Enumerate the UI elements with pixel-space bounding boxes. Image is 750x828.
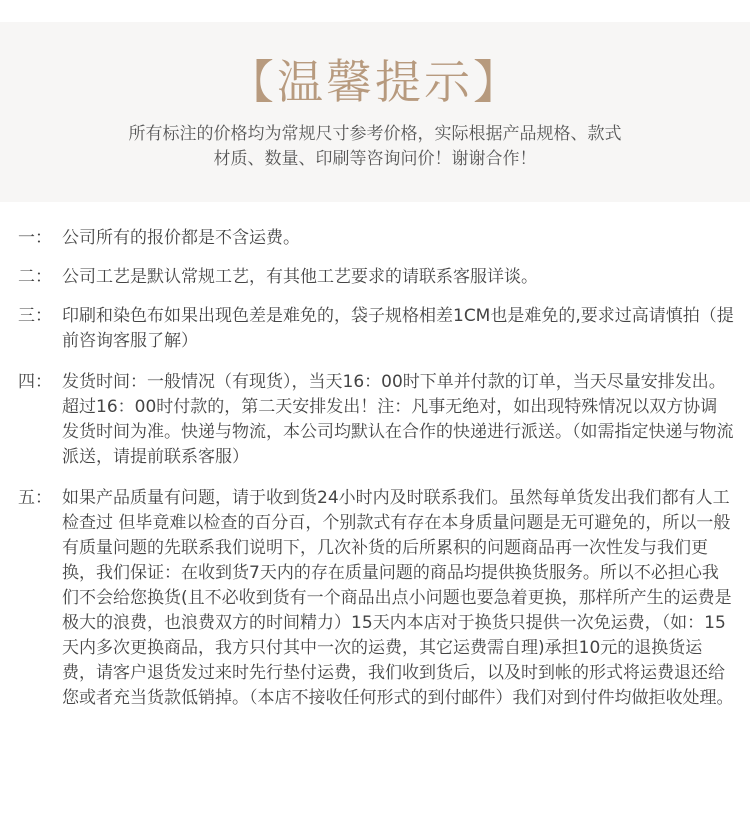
policy-item-text: 公司工艺是默认常规工艺，有其他工艺要求的请联系客服详谈。 xyxy=(62,267,538,287)
subtitle-line-1: 所有标注的价格均为常规尺寸参考价格，实际根据产品规格、款式 xyxy=(128,124,622,144)
policy-item-text: 如果产品质量有问题，请于收到货24小时内及时联系我们。虽然每单货发出我们都有人工检查过 但毕竟难以检查的百分百，个别款式有存在本身质量问题是无可避免的，所以一般有质量问题的先联系我们说明下，几次补货的后所累积的问题商品再一次性发与我们更换，我们保证：在收到货7天内的存在质量问题的商品均提供换货服务。所以不必担心我们不会给您换货(且不必收到货有一个商品出点小问题也要急着更换，那样所产生的运费是极大的浪费，也浪费双方的时间精力）15天内本店对于换货只提供一次免运费，（如：15天内多次更换商品，我方只付其中一次的运费，其它运费需自理)承担10元的退换货运费，请客户退货发过来时先行垫付运费，我们收到货后，以及时到帐的形式将运费退还给您或者充当货款低销掉。（本店不接收任何形式的到付邮件）我们对到付件均做拒收处理。 xyxy=(62,488,734,708)
policy-item-number: 一： xyxy=(18,228,52,248)
policy-item-number: 四： xyxy=(18,372,52,392)
policy-item-text: 发货时间：一般情况（有现货），当天16：00时下单并付款的订单，当天尽量安排发出。超过16：00时付款的，第二天安排发出！注：凡事无绝对，如出现特殊情况以双方协调发货时间为准。快递与物流，本公司均默认在合作的快递进行派送。（如需指定快递与物流派送，请提前联系客服） xyxy=(62,372,734,467)
policy-item xyxy=(18,265,734,290)
notice-header xyxy=(0,22,750,202)
notice-title: 【温馨提示】 xyxy=(228,55,522,109)
policy-item xyxy=(18,486,734,711)
subtitle-line-2: 材质、数量、印刷等咨询问价！谢谢合作！ xyxy=(213,149,537,169)
notice-subtitle xyxy=(40,122,710,172)
policy-item-number: 三： xyxy=(18,306,52,326)
policy-item-number: 五： xyxy=(18,488,52,508)
policy-list xyxy=(18,226,734,711)
policy-item xyxy=(18,226,734,251)
policy-item-text: 印刷和染色布如果出现色差是难免的，袋子规格相差1CM也是难免的,要求过高请慎拍（提前咨询客服了解） xyxy=(62,306,734,351)
policy-item-number: 二： xyxy=(18,267,52,287)
policy-item xyxy=(18,304,734,354)
policy-item xyxy=(18,370,734,470)
policy-item-text: 公司所有的报价都是不含运费。 xyxy=(62,228,300,248)
